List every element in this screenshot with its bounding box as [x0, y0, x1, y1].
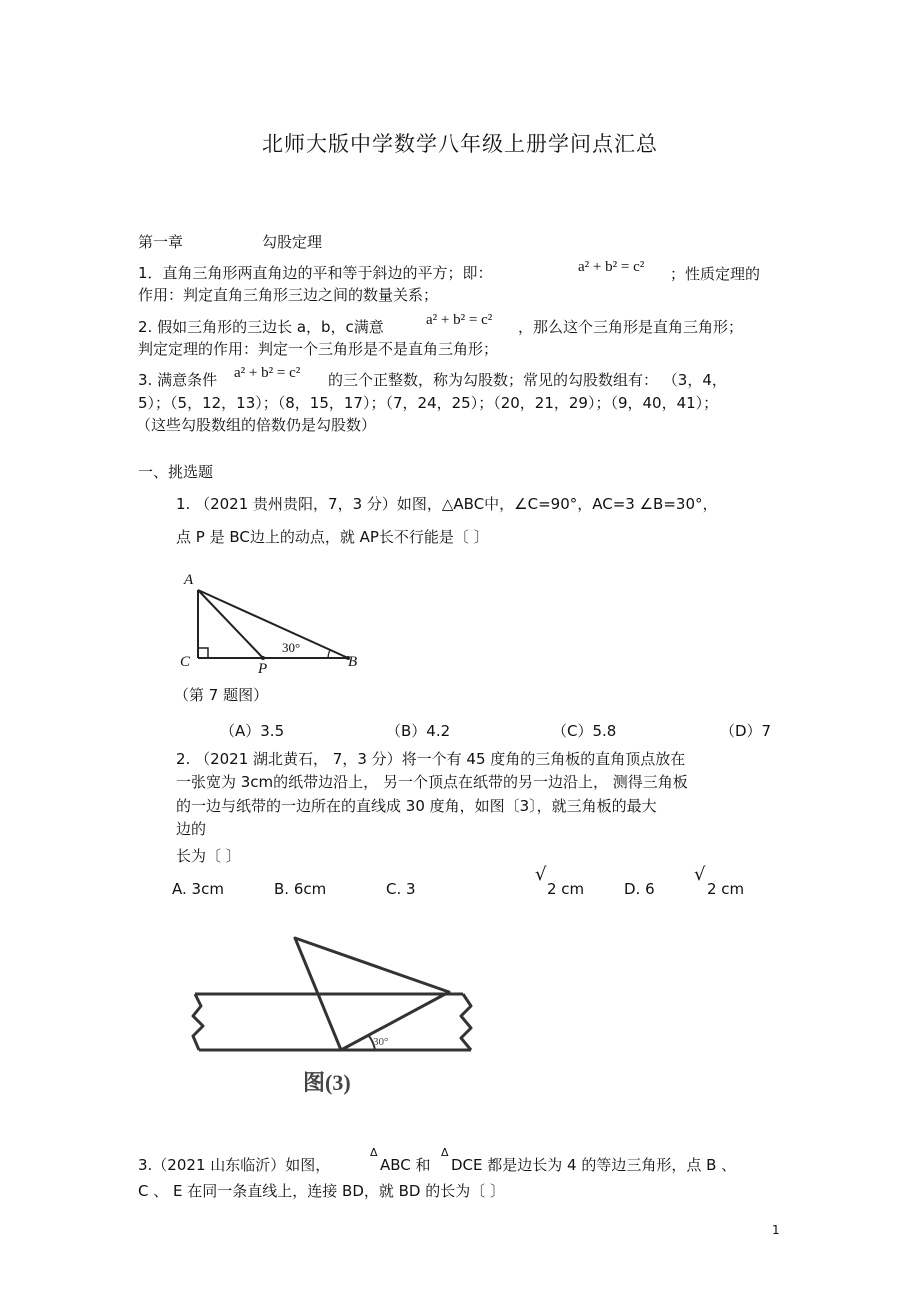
label-c: C [180, 654, 191, 670]
label-a: A [184, 572, 194, 588]
q1-figure-caption: （第 7 题图） [174, 686, 269, 704]
triangle-icon: Δ [370, 1146, 378, 1159]
q1-option-b[interactable]: （B）4.2 [386, 722, 451, 740]
chapter-name: 勾股定理 [262, 233, 323, 251]
right-angle-mark [198, 648, 208, 658]
q2-option-c-unit: 2 cm [547, 880, 585, 898]
q3-line1b: ABC 和 [380, 1156, 431, 1174]
q2-line5: 长为〔 〕 [176, 847, 241, 865]
q3-line1c: DCE 都是边长为 4 的等边三角形，点 B 、 [451, 1156, 737, 1174]
q1-line2: 点 P 是 BC边上的动点，就 AP长不行能是〔 〕 [176, 528, 489, 546]
section-heading: 一、挑选题 [138, 463, 214, 481]
point-3-text: 3. 满意条件 [138, 371, 218, 389]
strip-right-torn-edge [461, 994, 471, 1050]
q2-option-d-unit: 2 cm [707, 880, 745, 898]
q1-option-d[interactable]: （D）7 [720, 722, 772, 740]
q1-figure [170, 568, 370, 678]
q1-option-a[interactable]: （A）3.5 [220, 722, 285, 740]
point-1-text: 1．直角三角形两直角边的平和等于斜边的平方；即： [138, 264, 493, 282]
point-3-text-line2: 5）；（5，12，13）；（8，15，17）；（7，24，25）；（20，21，29）；（9，40，41）； [138, 394, 719, 412]
q2-option-a[interactable]: A. 3cm [172, 880, 224, 898]
point-3-text-line3: （这些勾股数组的倍数仍是勾股数） [136, 416, 377, 434]
point-2-text-line2: 判定定理的作用：判定一个三角形是不是直角三角形； [138, 340, 499, 358]
q2-line2: 一张宽为 3cm的纸带边沿上， 另一个顶点在纸带的另一边沿上， 测得三角板 [176, 773, 688, 791]
angle-arc [328, 650, 330, 658]
label-b: B [348, 654, 358, 670]
q2-line1: 2. （2021 湖北黄石， 7，3 分）将一个有 45 度角的三角板的直角顶点放在 [176, 750, 686, 768]
label-angle: 30° [282, 640, 301, 655]
q2-line4: 边的 [176, 820, 207, 838]
q2-option-d[interactable]: D. 6 [624, 880, 655, 898]
label-p: P [258, 661, 268, 677]
q2-figure [185, 930, 485, 1100]
segment-ab [198, 590, 348, 658]
point-3-equation: a² + b² = c² [234, 365, 301, 381]
q2-option-c[interactable]: C. 3 [386, 880, 416, 898]
point-1-text-line2: 作用：判定直角三角形三边之间的数量关系； [138, 286, 439, 304]
fig-angle-label: 30° [373, 1036, 389, 1048]
chapter-label: 第一章 [138, 233, 184, 251]
q3-line2: C 、 E 在同一条直线上，连接 BD，就 BD 的长为〔 〕 [138, 1182, 506, 1200]
point-3-text-end: 的三个正整数，称为勾股数；常见的勾股数组有： （3，4， [328, 371, 727, 389]
point-1-text-end: ；性质定理的 [670, 265, 761, 283]
strip-left-torn-edge [193, 994, 203, 1050]
q2-figure-caption: 图(3) [303, 1070, 351, 1095]
point-2-text: 2. 假如三角形的三边长 a，b，c满意 [138, 318, 384, 336]
point-2-text-end: ，那么这个三角形是直角三角形； [518, 318, 744, 336]
point-1-equation: a² + b² = c² [578, 259, 645, 275]
triangle-icon: Δ [441, 1146, 449, 1159]
q3-line1a: 3.（2021 山东临沂）如图， [138, 1156, 331, 1174]
q2-line3: 的一边与纸带的一边所在的直线成 30 度角，如图〔3〕，就三角板的最大 [176, 797, 657, 815]
sqrt-icon: √ [694, 864, 706, 885]
sqrt-icon: √ [535, 864, 547, 885]
page-number: 1 [772, 1223, 780, 1237]
q2-option-b[interactable]: B. 6cm [274, 880, 327, 898]
point-2-equation: a² + b² = c² [426, 312, 493, 328]
q1-line1: 1. （2021 贵州贵阳，7，3 分）如图，△ABC中，∠C=90°，AC=3 ∠B=30°， [176, 495, 718, 513]
page-title: 北师大版中学数学八年级上册学问点汇总 [262, 132, 658, 156]
q1-option-c[interactable]: （C）5.8 [552, 722, 617, 740]
set-square-inner-line [341, 992, 449, 1050]
